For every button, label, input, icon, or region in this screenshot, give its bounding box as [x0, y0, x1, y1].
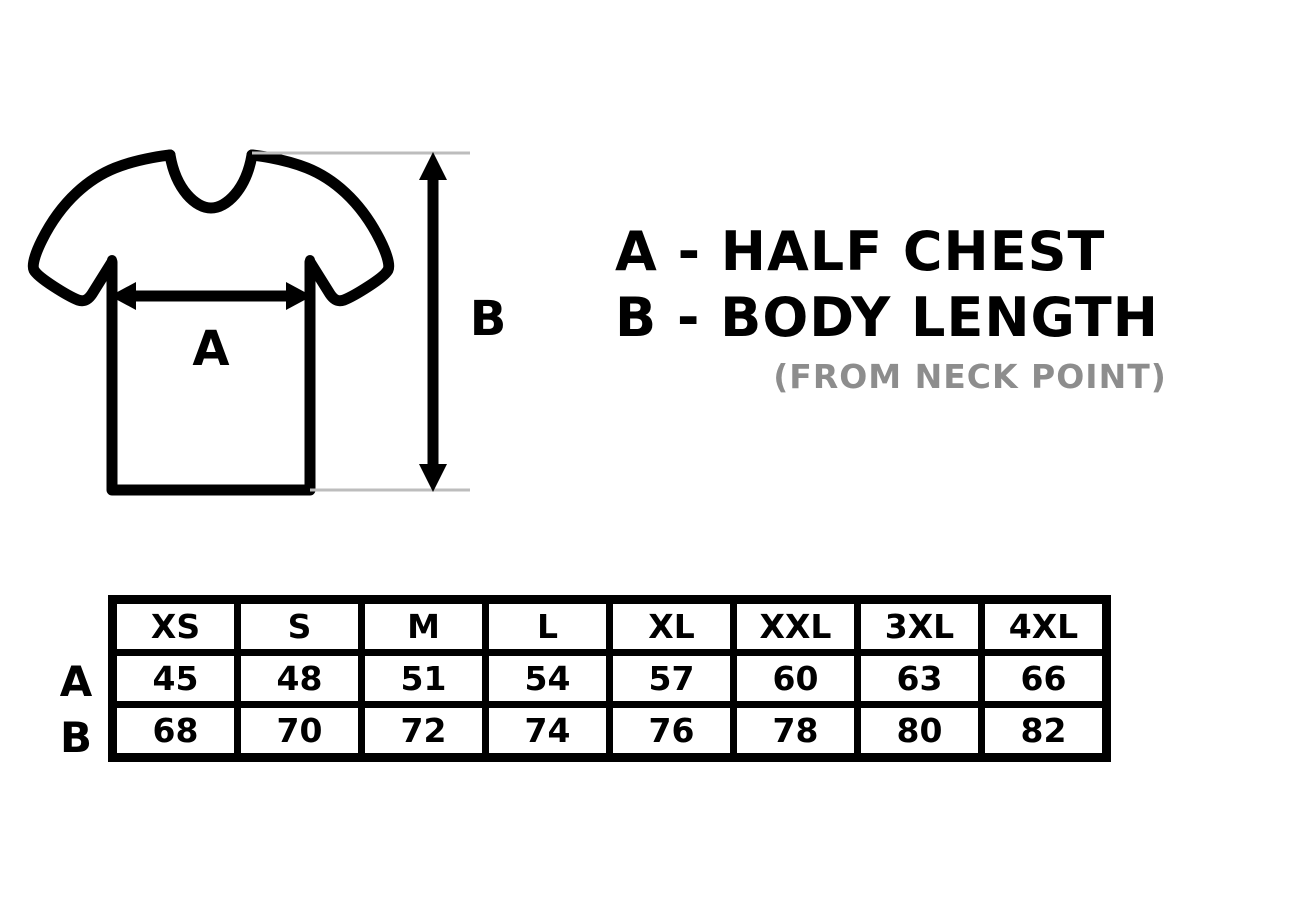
- half-chest-cell: 51: [365, 656, 482, 701]
- size-table: [108, 595, 1111, 762]
- half-chest-cell: 45: [117, 656, 234, 701]
- row-label-b: B: [59, 713, 92, 762]
- size-header-cell: XL: [613, 604, 730, 649]
- size-header-cell: M: [365, 604, 482, 649]
- size-table-wrapper: [46, 595, 1256, 775]
- half-chest-cell: 54: [489, 656, 606, 701]
- legend-half-chest: A - HALF CHEST: [615, 220, 1106, 283]
- tshirt-outline-icon: [20, 120, 540, 540]
- table-row-half-chest: [117, 656, 1102, 701]
- body-length-cell: 78: [737, 708, 854, 753]
- legend: [615, 222, 1235, 396]
- body-length-cell: 72: [365, 708, 482, 753]
- half-chest-cell: 60: [737, 656, 854, 701]
- body-length-cell: 76: [613, 708, 730, 753]
- body-length-cell: 68: [117, 708, 234, 753]
- size-header-cell: 3XL: [861, 604, 978, 649]
- double-arrow-vertical-icon: [419, 152, 447, 492]
- body-length-cell: 80: [861, 708, 978, 753]
- size-header-cell: 4XL: [985, 604, 1102, 649]
- table-row-body-length: [117, 708, 1102, 753]
- size-header-cell: L: [489, 604, 606, 649]
- size-header-cell: XXL: [737, 604, 854, 649]
- row-label-group: [46, 595, 106, 775]
- legend-subnote: (FROM NECK POINT): [773, 356, 1167, 396]
- row-label-a: A: [59, 657, 93, 706]
- body-length-cell: 82: [985, 708, 1102, 753]
- diagram-label-b: B: [469, 291, 507, 347]
- body-length-cell: 74: [489, 708, 606, 753]
- size-header-cell: S: [241, 604, 358, 649]
- body-length-cell: 70: [241, 708, 358, 753]
- diagram-label-a: A: [192, 321, 230, 377]
- table-row-sizes: [117, 604, 1102, 649]
- half-chest-cell: 57: [613, 656, 730, 701]
- half-chest-cell: 63: [861, 656, 978, 701]
- legend-body-length: B - BODY LENGTH: [615, 286, 1159, 350]
- size-header-cell: XS: [117, 604, 234, 649]
- half-chest-cell: 66: [985, 656, 1102, 701]
- half-chest-cell: 48: [241, 656, 358, 701]
